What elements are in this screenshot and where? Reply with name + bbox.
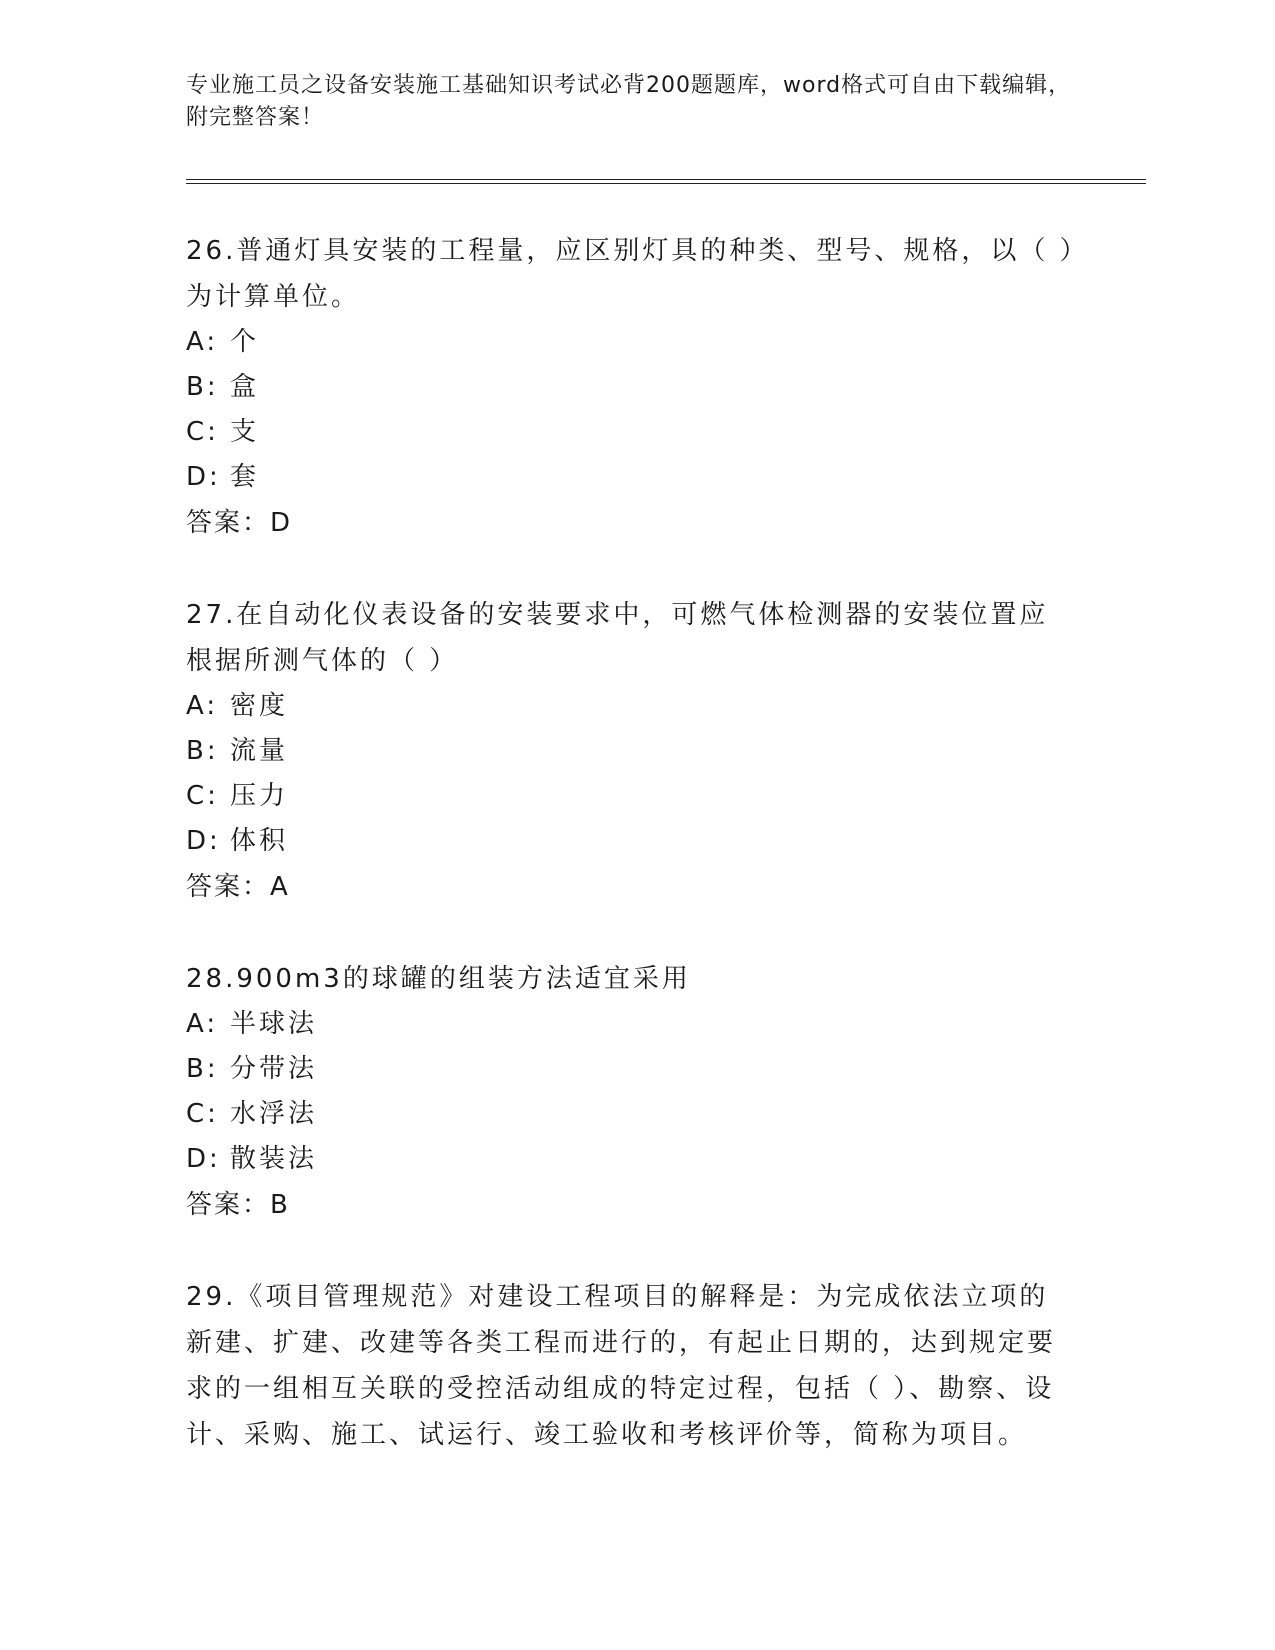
option-b — [186, 729, 1076, 774]
option-a — [186, 684, 1076, 729]
question-28 — [186, 956, 1076, 1228]
option-a — [186, 1002, 1076, 1047]
option-text: 个 — [230, 327, 260, 357]
option-b — [186, 365, 1076, 410]
option-text: 流量 — [230, 736, 289, 766]
question-29 — [186, 1274, 1076, 1458]
option-text: 分带法 — [230, 1054, 318, 1084]
option-letter: B: — [186, 736, 219, 766]
option-letter: D: — [186, 462, 221, 492]
option-letter: A: — [186, 1009, 219, 1039]
option-text: 散装法 — [230, 1144, 318, 1174]
question-text: 26.普通灯具安装的工程量，应区别灯具的种类、型号、规格，以（ ）为计算单位。 — [186, 236, 1076, 312]
document-header: 专业施工员之设备安装施工基础知识考试必背200题题库，word格式可自由下载编辑，附完整答案！ — [186, 73, 1072, 130]
option-c — [186, 1092, 1076, 1137]
option-letter: B: — [186, 1054, 219, 1084]
option-letter: C: — [186, 417, 219, 447]
option-d — [186, 1137, 1076, 1182]
option-d — [186, 455, 1076, 500]
option-letter: C: — [186, 1099, 219, 1129]
answer-text: 答案：B — [186, 1190, 290, 1220]
option-b — [186, 1047, 1076, 1092]
option-text: 体积 — [230, 826, 289, 856]
question-list — [186, 228, 1076, 1504]
option-letter: D: — [186, 826, 221, 856]
option-text: 密度 — [230, 691, 289, 721]
option-c — [186, 410, 1076, 455]
option-text: 水浮法 — [230, 1099, 318, 1129]
answer-text: 答案：D — [186, 508, 293, 538]
option-text: 半球法 — [230, 1009, 318, 1039]
option-letter: D: — [186, 1144, 221, 1174]
option-text: 支 — [230, 417, 260, 447]
option-a — [186, 320, 1076, 365]
question-26 — [186, 228, 1076, 546]
option-letter: A: — [186, 691, 219, 721]
question-27 — [186, 592, 1076, 910]
option-text: 压力 — [230, 781, 289, 811]
option-letter: B: — [186, 372, 219, 402]
question-text: 28.900m3的球罐的组装方法适宜采用 — [186, 964, 691, 994]
answer-text: 答案：A — [186, 872, 290, 902]
question-text: 27.在自动化仪表设备的安装要求中，可燃气体检测器的安装位置应根据所测气体的（ ） — [186, 600, 1049, 676]
header-divider-bottom — [186, 183, 1146, 184]
option-text: 套 — [230, 462, 260, 492]
question-text: 29.《项目管理规范》对建设工程项目的解释是：为完成依法立项的新建、扩建、改建等各类工程而进行的，有起止日期的，达到规定要求的一组相互关联的受控活动组成的特定过程，包括（ ）、勘察、设计、采购、施工、试运行、竣工验收和考核评价等，简称为项目。 — [186, 1282, 1057, 1450]
option-c — [186, 774, 1076, 819]
option-letter: A: — [186, 327, 219, 357]
option-letter: C: — [186, 781, 219, 811]
header-divider-top — [186, 179, 1146, 180]
option-d — [186, 819, 1076, 864]
option-text: 盒 — [230, 372, 260, 402]
